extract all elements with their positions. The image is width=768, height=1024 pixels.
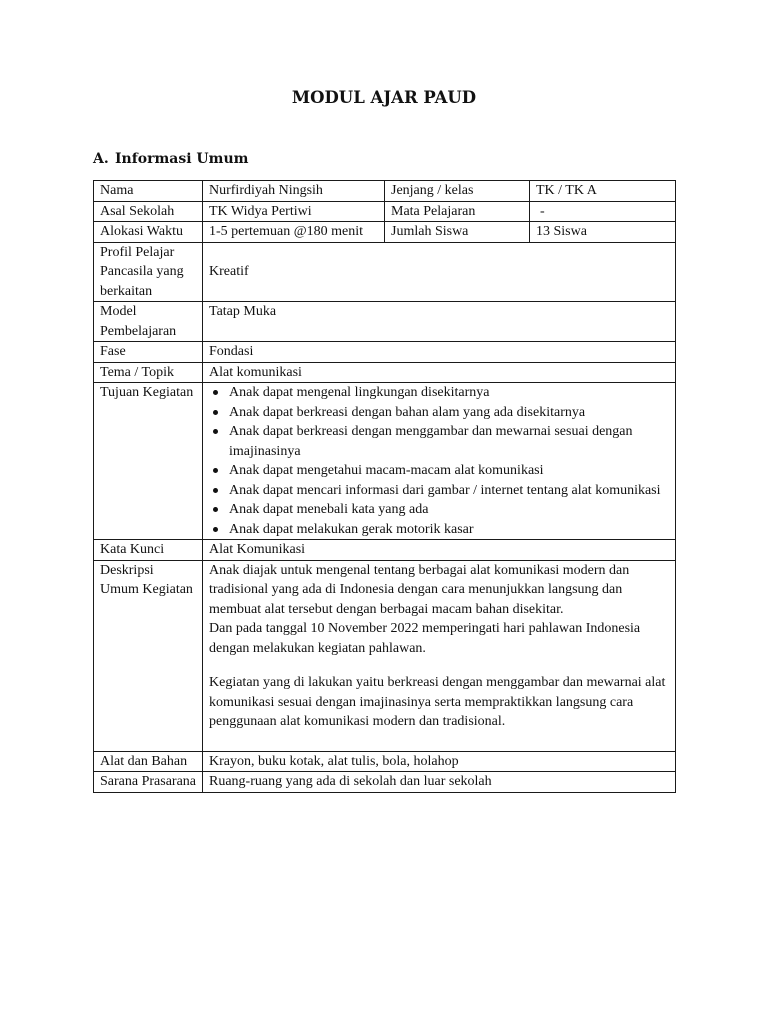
jumlah-siswa-label: Jumlah Siswa: [385, 222, 530, 243]
deskripsi-cell: [203, 560, 676, 751]
deskripsi-paragraph-2: Dan pada tanggal 10 November 2022 memperingati hari pahlawan Indonesia dengan melakukan kegiatan pahlawan.: [209, 621, 641, 656]
table-row: [94, 772, 676, 793]
deskripsi-paragraph-3: Kegiatan yang di lakukan yaitu berkreasi dengan menggambar dan mewarnai alat komunikasi sesuai dengan imajinasinya serta mempraktikkan langsung cara penggunaan alat komunikasi modern dan tradisional.: [209, 675, 666, 729]
alokasi-waktu-label: Alokasi Waktu: [94, 222, 203, 243]
sarana-value: Ruang-ruang yang ada di sekolah dan luar sekolah: [203, 772, 676, 793]
alat-bahan-value: Krayon, buku kotak, alat tulis, bola, holahop: [203, 751, 676, 772]
table-row: [94, 222, 676, 243]
sarana-label: Sarana Prasarana: [94, 772, 203, 793]
table-row: [94, 201, 676, 222]
asal-sekolah-label: Asal Sekolah: [94, 201, 203, 222]
table-row: [94, 540, 676, 561]
table-row: [94, 302, 676, 342]
info-table: [93, 180, 676, 793]
kata-kunci-label: Kata Kunci: [94, 540, 203, 561]
jenjang-value: TK / TK A: [530, 181, 676, 202]
model-value: Tatap Muka: [203, 302, 676, 342]
profil-label: Profil Pelajar Pancasila yang berkaitan: [94, 242, 203, 302]
paragraph-gap: [209, 658, 669, 673]
mata-pelajaran-value: -: [530, 201, 676, 222]
fase-label: Fase: [94, 342, 203, 363]
nama-label: Nama: [94, 181, 203, 202]
section-letter: A.: [93, 151, 109, 167]
tema-value: Alat komunikasi: [203, 362, 676, 383]
list-item: Anak dapat melakukan gerak motorik kasar: [209, 520, 669, 540]
table-row: [94, 751, 676, 772]
table-row: [94, 560, 676, 751]
list-item: Anak dapat mencari informasi dari gambar / internet tentang alat komunikasi: [209, 481, 669, 501]
deskripsi-label: Deskripsi Umum Kegiatan: [94, 560, 203, 751]
table-row: [94, 362, 676, 383]
list-item: Anak dapat berkreasi dengan bahan alam yang ada disekitarnya: [209, 403, 669, 423]
alokasi-waktu-value: 1-5 pertemuan @180 menit: [203, 222, 385, 243]
table-row: [94, 383, 676, 540]
kata-kunci-value: Alat Komunikasi: [203, 540, 676, 561]
profil-value: Kreatif: [203, 242, 676, 302]
list-item: Anak dapat mengenal lingkungan disekitarnya: [209, 383, 669, 403]
section-label: Informasi Umum: [115, 151, 249, 167]
table-row: [94, 342, 676, 363]
section-heading: [93, 151, 248, 167]
mata-pelajaran-label: Mata Pelajaran: [385, 201, 530, 222]
tujuan-list: [209, 383, 669, 539]
fase-value: Fondasi: [203, 342, 676, 363]
tujuan-cell: [203, 383, 676, 540]
list-item: Anak dapat mengetahui macam-macam alat komunikasi: [209, 461, 669, 481]
asal-sekolah-value: TK Widya Pertiwi: [203, 201, 385, 222]
nama-value: Nurfirdiyah Ningsih: [203, 181, 385, 202]
alat-bahan-label: Alat dan Bahan: [94, 751, 203, 772]
tema-label: Tema / Topik: [94, 362, 203, 383]
list-item: Anak dapat berkreasi dengan menggambar dan mewarnai sesuai dengan imajinasinya: [209, 422, 669, 461]
page-title: MODUL AJAR PAUD: [291, 88, 477, 107]
table-row: [94, 242, 676, 302]
list-item: Anak dapat menebali kata yang ada: [209, 500, 669, 520]
jumlah-siswa-value: 13 Siswa: [530, 222, 676, 243]
jenjang-label: Jenjang / kelas: [385, 181, 530, 202]
table-row: [94, 181, 676, 202]
deskripsi-paragraph-1: Anak diajak untuk mengenal tentang berbagai alat komunikasi modern dan tradisional yang ada di Indonesia dengan cara menunjukkan langsung dan membuat alat tersebut dengan berbagai macam bahan disekitar.: [209, 562, 630, 617]
tujuan-label: Tujuan Kegiatan: [94, 383, 203, 540]
model-label: Model Pembelajaran: [94, 302, 203, 342]
